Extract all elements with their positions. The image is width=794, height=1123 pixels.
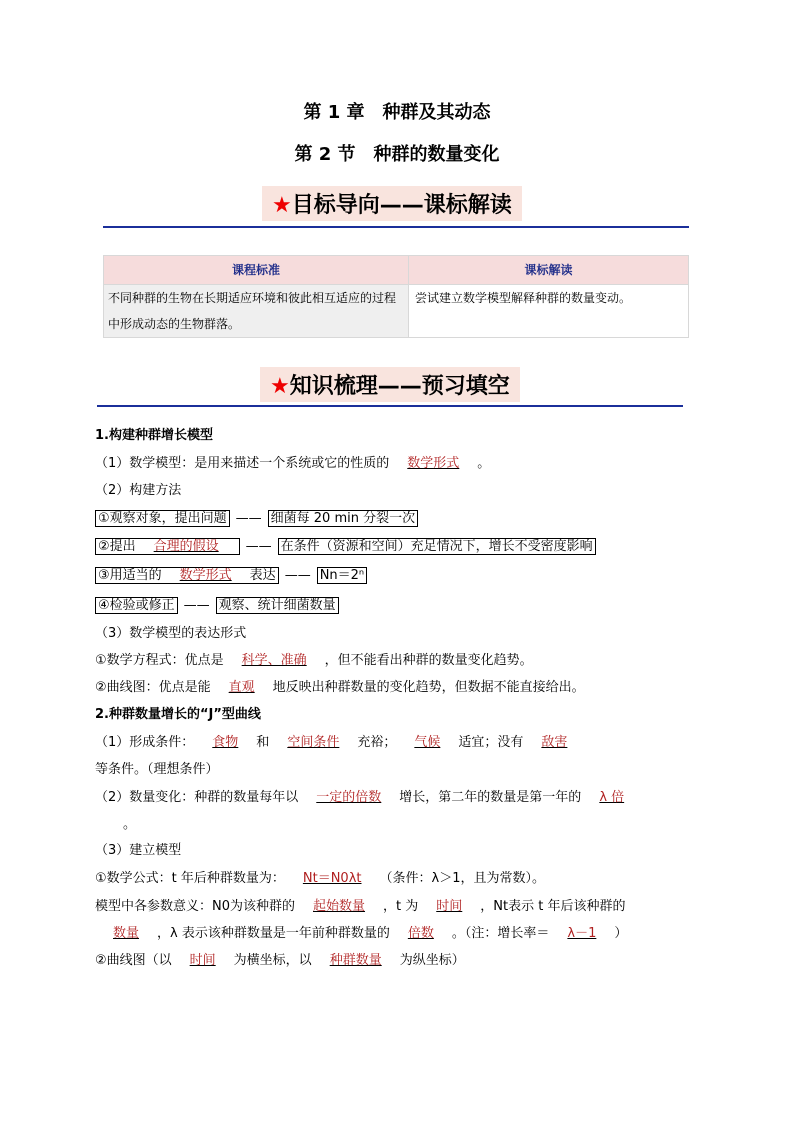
answer-blank: 科学、准确 xyxy=(241,653,307,668)
answer-blank: 一定的倍数 xyxy=(316,790,382,805)
text-line: （2）数量变化：种群的数量每年以 一定的倍数 增长，第二年的数量是第一年的 λ 倍 xyxy=(95,788,642,808)
table-header: 课标解读 xyxy=(409,256,689,285)
answer-blank: 敌害 xyxy=(541,735,568,750)
answer-blank: 合理的假设 xyxy=(153,539,219,554)
method-step: ④检验或修正 —— 观察、统计细菌数量 xyxy=(95,596,339,616)
text-line: 数量 ，λ 表示该种群数量是一年前种群数量的 倍数 。（注：增长率＝ λ－1 ） xyxy=(95,924,627,944)
divider xyxy=(97,405,683,407)
star-icon: ★ xyxy=(270,374,290,399)
answer-blank: 时间 xyxy=(436,899,463,914)
answer-blank: 数学形式 xyxy=(179,568,232,583)
method-step: ②提出 合理的假设 —— 在条件（资源和空间）充足情况下，增长不受密度影响 xyxy=(95,537,596,557)
answer-blank: 数学形式 xyxy=(407,456,460,471)
answer-blank: λ 倍 xyxy=(599,790,625,805)
chapter-title: 第 1 章 种群及其动态 xyxy=(303,102,491,123)
text-line: （3）数学模型的表达形式 xyxy=(95,626,247,641)
knowledge-banner-text: 知识梳理——预习填空 xyxy=(289,374,510,399)
answer-blank: 倍数 xyxy=(407,926,434,941)
knowledge-banner xyxy=(260,367,520,402)
standards-table xyxy=(103,255,689,338)
goal-banner-text: 目标导向——课标解读 xyxy=(291,193,512,218)
answer-blank: 食物 xyxy=(212,735,239,750)
divider xyxy=(103,226,689,228)
answer-blank: 种群数量 xyxy=(329,953,382,968)
text-line: （1）数学模型：是用来描述一个系统或它的性质的 数学形式 。 xyxy=(95,456,491,471)
answer-blank: Nt＝N0λt xyxy=(302,871,362,886)
standard-cell: 不同种群的生物在长期适应环境和彼此相互适应的过程中形成动态的生物群落。 xyxy=(104,285,409,338)
answer-blank: 空间条件 xyxy=(287,735,340,750)
text-line: ①数学公式：t 年后种群数量为： Nt＝N0λt （条件：λ＞1，且为常数）。 xyxy=(95,871,545,886)
text-line: ②曲线图：优点是能 直观 地反映出种群数量的变化趋势，但数据不能直接给出。 xyxy=(95,680,585,695)
answer-blank: 起始数量 xyxy=(313,899,366,914)
answer-blank: 直观 xyxy=(228,680,255,695)
text-line: （3）建立模型 xyxy=(95,843,182,858)
text-line: ②曲线图（以 时间 为横坐标，以 种群数量 为纵坐标） xyxy=(95,953,465,968)
table-header: 课程标准 xyxy=(104,256,409,285)
star-icon: ★ xyxy=(272,193,292,218)
answer-blank: 时间 xyxy=(189,953,216,968)
method-step: ③用适当的 数学形式 表达 —— Nn＝2ⁿ xyxy=(95,566,367,586)
answer-blank: 数量 xyxy=(113,926,140,941)
text-line: （2）构建方法 xyxy=(95,483,182,498)
answer-blank: 气候 xyxy=(414,735,441,750)
section-heading: 2.种群数量增长的“J”型曲线 xyxy=(95,707,261,722)
text-line: ①数学方程式：优点是 科学、准确 ，但不能看出种群的数量变化趋势。 xyxy=(95,653,533,668)
method-step: ①观察对象，提出问题 —— 细菌每 20 min 分裂一次 xyxy=(95,509,418,529)
text-line: 。 xyxy=(123,817,137,832)
section-title: 第 2 节 种群的数量变化 xyxy=(294,144,500,165)
text-line: （1）形成条件： 食物 和 空间条件 充裕； 气候 适宜；没有 敌害 xyxy=(95,733,585,753)
interpretation-cell: 尝试建立数学模型解释种群的数量变动。 xyxy=(409,285,689,338)
section-heading: 1.构建种群增长模型 xyxy=(95,428,213,443)
answer-blank: λ－1 xyxy=(567,926,597,941)
goal-banner xyxy=(262,186,522,221)
text-line: 模型中各参数意义：N0为该种群的 起始数量 ，t 为 时间 ，Nt表示 t 年后该种群的 xyxy=(95,899,626,914)
text-line: 等条件。（理想条件） xyxy=(95,762,219,777)
